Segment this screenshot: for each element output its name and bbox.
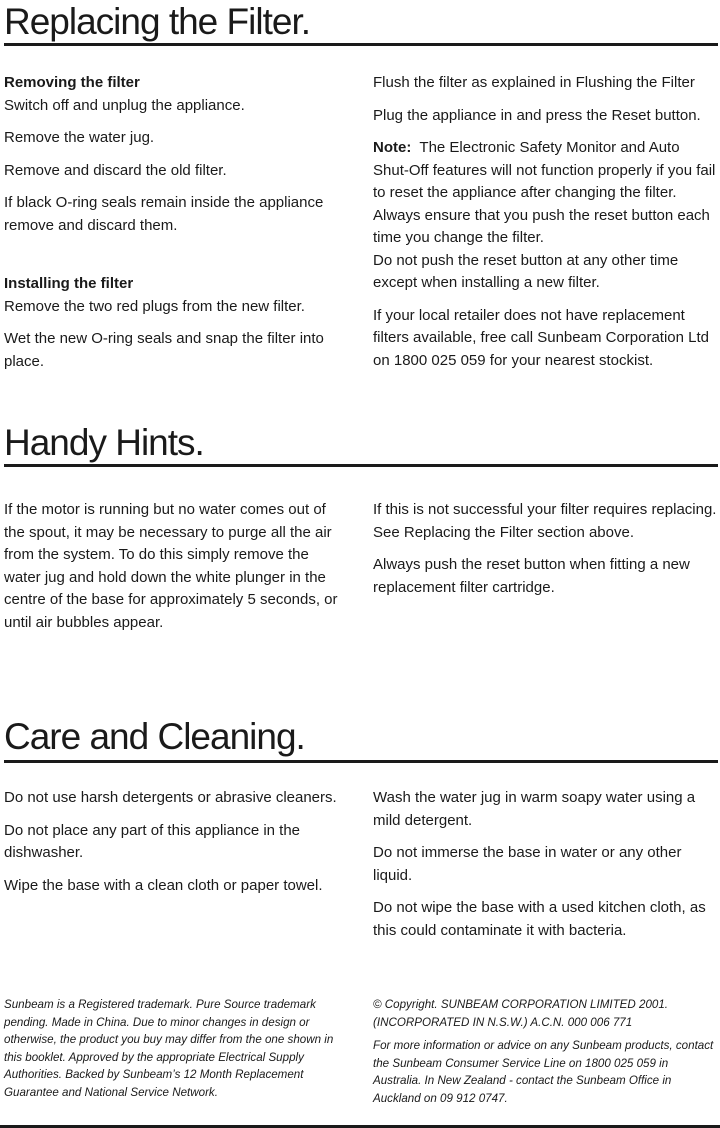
care-right-column [373,787,718,952]
note-label: Note: [373,139,412,156]
installing-filter-heading: Installing the filter [4,275,134,292]
reset-button-text: Plug the appliance in and press the Reset button. [373,106,701,124]
installing-step-1: Remove the two red plugs from the new filter. [4,297,305,315]
footer-right [373,996,718,1113]
hints-replace-text: If this is not successful your filter requires replacing. See Replacing the Filter section above. [373,501,717,541]
hints-right-column [373,499,718,609]
removing-step-1: Switch off and unplug the appliance. [4,96,245,114]
note-text-2: Do not push the reset button at any other time except when installing a new filter. [373,251,679,291]
filter-right-column [373,72,718,382]
removing-step-3: Remove and discard the old filter. [4,161,227,179]
hints-reset-text: Always push the reset button when fitting a new replacement filter cartridge. [373,556,690,596]
care-dishwasher-text: Do not place any part of this appliance in the dishwasher. [4,821,301,861]
replacing-filter-title: Replacing the Filter. [4,1,311,42]
section-divider [4,464,718,467]
section-divider [4,43,718,46]
care-immerse-text: Do not immerse the base in water or any other liquid. [373,844,682,884]
footer-copyright-text: © Copyright. SUNBEAM CORPORATION LIMITED 2001. (INCORPORATED IN N.S.W.) A.C.N. 000 006 771 [373,998,669,1029]
removing-step-2: Remove the water jug. [4,129,155,146]
hints-purge-text: If the motor is running but no water comes out of the spout, it may be necessary to purge all the air from the system. To do this simply remove the water jug and hold down the white plunger in the centre of the base for approximately 5 seconds, or until air bubbles appear. [4,501,338,631]
installing-step-2: Wet the new O-ring seals and snap the filter into place. [4,330,324,370]
care-left-column [4,787,348,907]
hints-left-column [4,499,348,644]
care-detergents-text: Do not use harsh detergents or abrasive cleaners. [4,789,337,806]
removing-filter-column [4,72,348,383]
footer-left [4,996,348,1107]
footer-contact-text: For more information or advice on any Sunbeam products, contact the Sunbeam Consumer Service Line on 1800 025 059 in Australia. In New Zealand - contact the Sunbeam Office in Auckland on 09 912 0747. [373,1039,714,1105]
flush-filter-text: Flush the filter as explained in Flushing the Filter [373,74,695,91]
care-kitchen-cloth-text: Do not wipe the base with a used kitchen cloth, as this could contaminate it with bacteria. [373,899,706,939]
care-cleaning-title: Care and Cleaning. [4,716,305,757]
section-divider [4,760,718,763]
care-wipe-base-text: Wipe the base with a clean cloth or paper towel. [4,876,323,894]
removing-filter-heading: Removing the filter [4,74,140,91]
note-text: The Electronic Safety Monitor and Auto Shut-Off features will not function properly if you fail to reset the appliance after changing the filter. Always ensure that you push the reset button each time you change the filter. [373,139,716,246]
removing-step-4: If black O-ring seals remain inside the appliance remove and discard them. [4,194,324,234]
handy-hints-title: Handy Hints. [4,422,204,463]
care-wash-jug-text: Wash the water jug in warm soapy water using a mild detergent. [373,789,696,829]
footer-trademark-text: Sunbeam is a Registered trademark. Pure Source trademark pending. Made in China. Due to minor changes in design or otherwise, the product you buy may differ from the one shown in this booklet. Approved by the appropriate Electrical Supply Authorities. Backed by Sunbeam’s 12 Month Replacement Guarantee and National Service Network. [4,998,334,1099]
retailer-text: If your local retailer does not have replacement filters available, free call Sunbeam Corporation Ltd on 1800 025 059 for your nearest stockist. [373,306,710,369]
